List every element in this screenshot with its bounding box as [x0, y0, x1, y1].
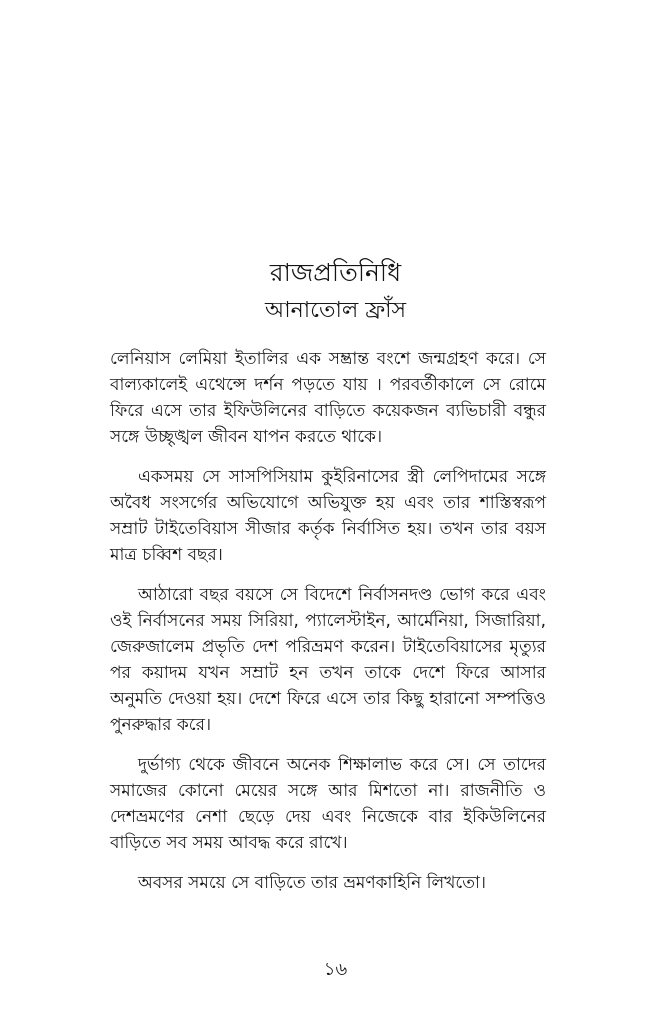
paragraph: অবসর সময়ে সে বাড়িতে তার ভ্রমণকাহিনি লিখতো।	[138, 873, 486, 893]
page-number: ১৬	[323, 959, 348, 980]
paragraph: লেনিয়াস লেমিয়া ইতালির এক সম্ভ্রান্ত বংশে জন্মগ্রহণ করে। সে বাল্যকালেই এথেন্সে দর্শন পড়তে যায় । পরবর্তীকালে সে রোমে ফিরে এসে তার ইফিউলিনের বাড়িতে কয়েকজন ব্যভিচারী বন্ধুর সঙ্গে উচ্ছৃঙ্খল জীবন যাপন করতে থাকে।	[110, 349, 546, 447]
story-author: আনাতোল ফ্রাঁস	[264, 298, 407, 323]
paragraph: একসময় সে সাসপিসিয়াম কুইরিনাসের স্ত্রী লেপিদামের সঙ্গে অবৈধ সংসর্গের অভিযোগে অভিযুক্ত হয় এবং তার শাস্তিস্বরূপ সম্রাট টাইতেবিয়াস সীজার কর্তৃক নির্বাসিত হয়। তখন তার বয়স মাত্র চব্বিশ বছর।	[110, 467, 546, 565]
paragraph: দুর্ভাগ্য থেকে জীবনে অনেক শিক্ষালাভ করে সে। সে তাদের সমাজের কোনো মেয়ের সঙ্গে আর মিশতো না। রাজনীতি ও দেশভ্রমণের নেশা ছেড়ে দেয় এবং নিজেকে বার ইকিউলিনের বাড়িতে সব সময় আবদ্ধ করে রাখে।	[110, 755, 546, 853]
body-text	[110, 346, 546, 910]
paragraph: আঠারো বছর বয়সে সে বিদেশে নির্বাসনদণ্ড ভোগ করে এবং ওই নির্বাসনের সময় সিরিয়া, প্যালেস্টাইন, আর্মেনিয়া, সিজারিয়া, জেরুজালেম প্রভৃতি দেশ পরিভ্রমণ করেন। টাইতেবিয়াসের মৃত্যুর পর কয়াদম যখন সম্রাট হন তখন তাকে দেশে ফিরে আসার অনুমতি দেওয়া হয়। দেশে ফিরে এসে তার কিছু হারানো সম্পত্তিও পুনরুদ্ধার করে।	[110, 585, 546, 735]
story-title: রাজপ্রতিনিধি	[269, 258, 402, 287]
